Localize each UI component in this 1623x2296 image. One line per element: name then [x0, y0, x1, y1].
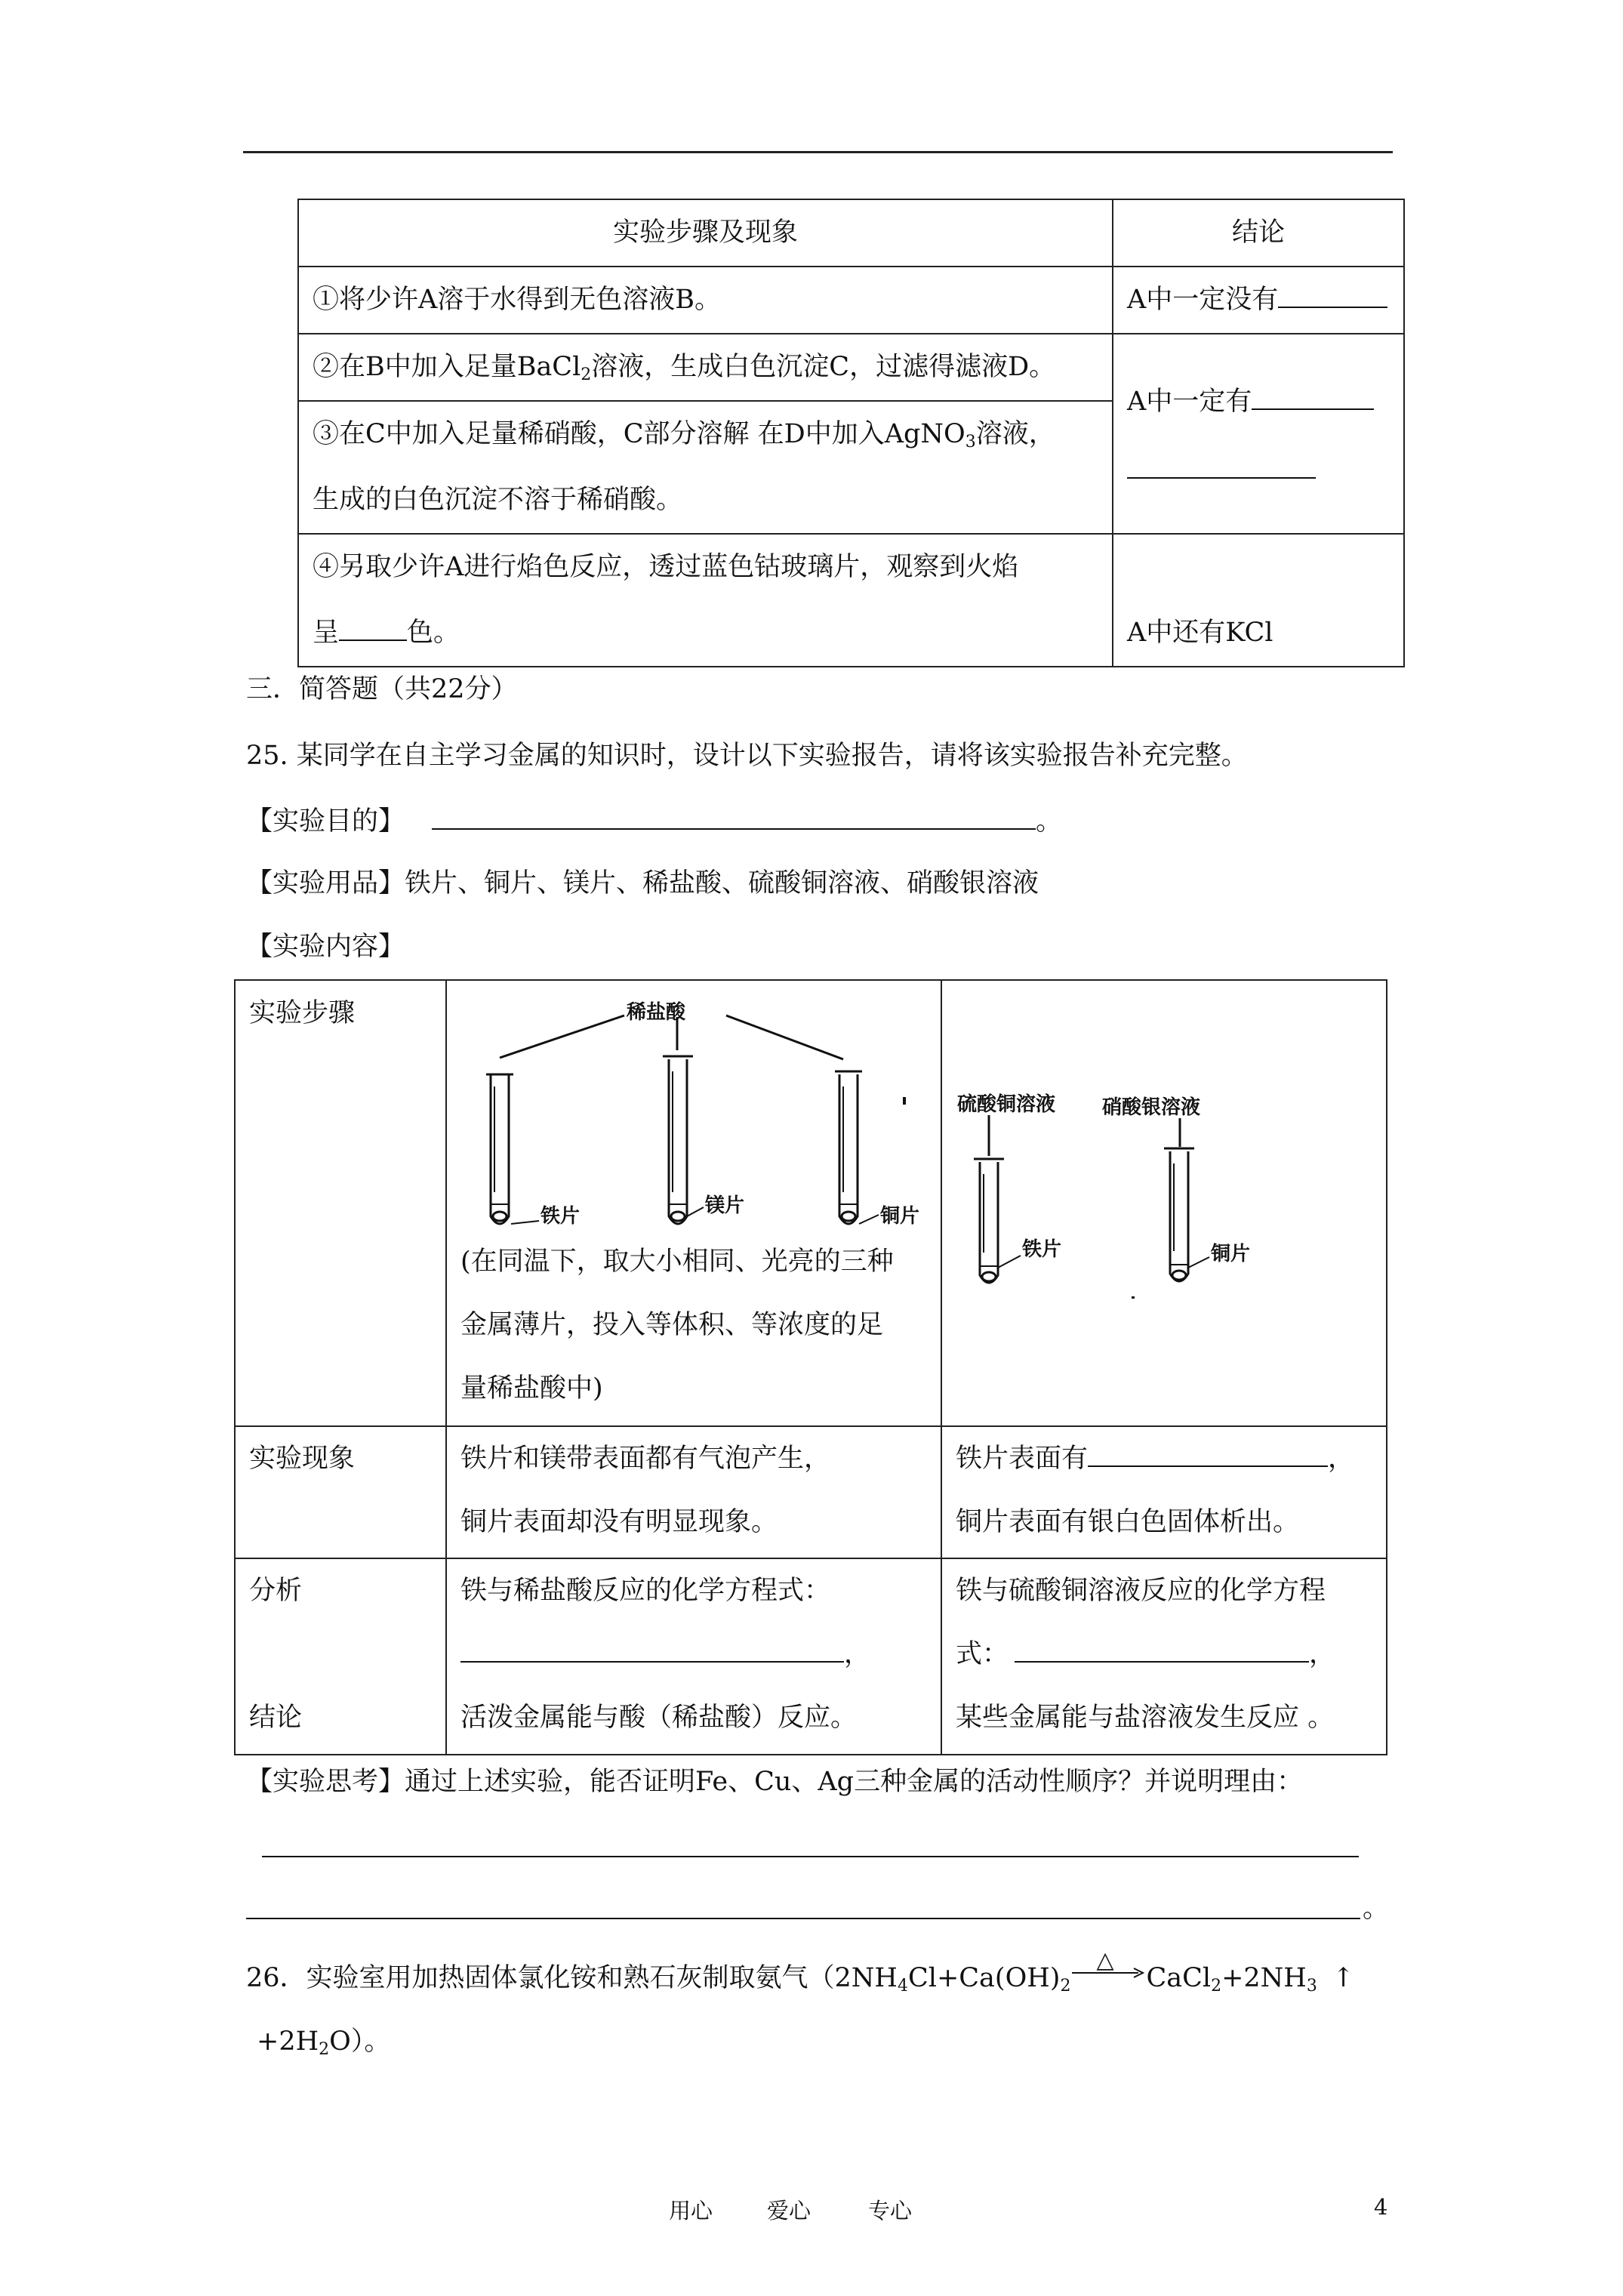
label-line	[998, 1256, 1021, 1268]
answer-blank	[1015, 1635, 1309, 1663]
metal-label-4: 铁片	[1022, 1238, 1062, 1261]
q26-stem-pre: 26．实验室用加热固体氯化铵和熟石灰制取氨气（2NH	[246, 1963, 898, 1993]
caption-line: (在同温下，取大小相同、光亮的三种	[460, 1247, 894, 1277]
table1-row4-conclusion: A中还有KCl	[1113, 534, 1404, 667]
header-rule	[243, 151, 1393, 153]
table1-row3-step-line2: 生成的白色沉淀不溶于稀硝酸。	[313, 485, 683, 515]
table2-conclusion-label: 结论	[249, 1703, 303, 1733]
gas-arrow: ↑	[1332, 1963, 1355, 1993]
table1-row3-step-pre: ③在C中加入足量稀硝酸，C部分溶解 在D中加入AgNO	[313, 419, 965, 449]
phenomena-right-post: ，	[1328, 1444, 1355, 1474]
table2-steps-diagram1-cell	[446, 980, 941, 1426]
subscript: 4	[897, 1977, 908, 1996]
answer-blank	[432, 803, 1036, 830]
solution-label-1: 硫酸铜溶液	[957, 1093, 1056, 1116]
table1-row3-step-post: 溶液，	[975, 419, 1055, 449]
answer-line	[262, 1856, 1359, 1857]
subscript: 3	[965, 433, 976, 451]
answer-blank	[1127, 451, 1316, 479]
q25-purpose	[246, 803, 1062, 838]
analysis-right-line1: 铁与硫酸铜溶液反应的化学方程	[956, 1576, 1326, 1606]
label-line	[859, 1215, 879, 1224]
subscript: 2	[1060, 1977, 1071, 1996]
q26-stem-mid3: +2NH	[1221, 1963, 1307, 1993]
experiment-table-2	[234, 979, 1387, 1755]
metal-label-2: 镁片	[705, 1194, 745, 1217]
answer-blank	[339, 614, 407, 641]
table1-row4-step-line2-post: 色。	[407, 618, 460, 648]
footer-left: 用心	[669, 2198, 713, 2224]
footer-middle: 爱心	[767, 2198, 812, 2224]
footer-right: 专心	[868, 2198, 913, 2224]
q25-stem: 25. 某同学在自主学习金属的知识时，设计以下实验报告，请将该实验报告补充完整。	[246, 741, 1248, 771]
answer-line	[246, 1918, 1360, 1919]
test-tube-2	[663, 1056, 693, 1224]
table2-analysis-label: 分析	[249, 1576, 303, 1606]
table2-phenomena-left	[446, 1426, 941, 1558]
heating-condition: △	[1096, 1947, 1114, 1974]
page-number: 4	[1374, 2194, 1388, 2220]
answer-blank	[460, 1635, 844, 1663]
answer-blank	[1278, 281, 1387, 308]
q25-reflection-end: 。	[1363, 1894, 1390, 1924]
phenomena-right-line2: 铜片表面有银白色固体析出。	[956, 1507, 1300, 1537]
table1-row23-conclusion-text: A中一定有	[1127, 387, 1252, 417]
arrow-icon	[1070, 1965, 1146, 1980]
answer-blank	[1088, 1440, 1328, 1467]
metal-label-5: 铜片	[1211, 1243, 1251, 1265]
label-line	[687, 1207, 704, 1216]
test-tube-1	[486, 1074, 513, 1224]
test-tube-4	[974, 1159, 1004, 1283]
table1-row2-step	[298, 334, 1113, 401]
acid-label: 稀盐酸	[627, 1001, 686, 1024]
table1-row2-step-post: 溶液，生成白色沉淀C，过滤得滤液D。	[591, 352, 1056, 382]
salt-solution-test-tubes-diagram	[942, 981, 1384, 1321]
solution-label-2: 硝酸银溶液	[1102, 1096, 1201, 1119]
label-line	[1188, 1257, 1209, 1268]
table2-analysis-right	[941, 1558, 1387, 1755]
section-title: 三．简答题（共22分）	[246, 674, 518, 704]
table1-header-steps: 实验步骤及现象	[298, 199, 1113, 267]
q26-stem-mid2: CaCl	[1146, 1963, 1212, 1993]
table1-row1-step: ①将少许A溶于水得到无色溶液B。	[298, 267, 1113, 334]
subscript: 2	[1211, 1977, 1222, 1996]
phenomena-line: 铁片和镁带表面都有气泡产生，	[460, 1444, 831, 1474]
table1-row4-step-line1: ④另取少许A进行焰色反应，透过蓝色钴玻璃片，观察到火焰	[313, 552, 1019, 582]
analysis-right-line2-post: ，	[1309, 1639, 1336, 1669]
reaction-arrow	[1070, 1947, 1146, 1986]
speck	[903, 1097, 906, 1105]
table1-row4-step	[298, 534, 1113, 667]
table1-row4-step-line2-pre: 呈	[313, 618, 340, 648]
q26-stem	[246, 1947, 1355, 1996]
label-line	[500, 1015, 624, 1058]
analysis-left-line3: 活泼金属能与酸（稀盐酸）反应。	[460, 1703, 858, 1733]
table2-phenomena-right	[941, 1426, 1387, 1558]
subscript: 3	[1306, 1977, 1317, 1996]
table1-row1-conclusion	[1113, 267, 1404, 334]
q25-purpose-end: 。	[1036, 806, 1063, 837]
table1-header-conclusion: 结论	[1113, 199, 1404, 267]
table2-steps-label: 实验步骤	[235, 980, 446, 1426]
q25-materials: 【实验用品】铁片、铜片、镁片、稀盐酸、硫酸铜溶液、硝酸银溶液	[246, 868, 1039, 898]
label-line	[511, 1221, 539, 1224]
q25-purpose-label: 【实验目的】	[246, 806, 405, 837]
acid-test-tubes-diagram	[447, 981, 939, 1237]
table1-row23-conclusion	[1113, 334, 1404, 534]
subscript: 2	[319, 2040, 330, 2059]
analysis-right-line2-pre: 式：	[956, 1639, 1009, 1669]
experiment-table-1	[297, 199, 1405, 667]
answer-blank	[1252, 383, 1374, 410]
q26-stem-mid1: Cl+Ca(OH)	[907, 1963, 1061, 1993]
table1-row1-conclusion-text: A中一定没有	[1127, 285, 1279, 315]
q25-content-label: 【实验内容】	[246, 932, 405, 962]
subscript: 2	[581, 365, 592, 384]
test-tube-3	[835, 1071, 862, 1224]
phenomena-line: 铜片表面却没有明显现象。	[460, 1507, 778, 1537]
q26-line2-post: O）。	[329, 2026, 391, 2057]
analysis-right-line3: 某些金属能与盐溶液发生反应 。	[956, 1703, 1335, 1733]
label-line	[726, 1015, 843, 1059]
test-tube-5	[1164, 1148, 1194, 1281]
q26-line2-pre: +2H	[257, 2026, 319, 2057]
analysis-left-blank-end: ，	[844, 1639, 871, 1669]
caption-line: 量稀盐酸中)	[460, 1373, 603, 1404]
speck	[1132, 1296, 1135, 1299]
table2-analysis-label-cell	[235, 1558, 446, 1755]
table2-phenomena-label: 实验现象	[235, 1426, 446, 1558]
q26-line2	[257, 2025, 390, 2058]
table2-analysis-left	[446, 1558, 941, 1755]
caption-line: 金属薄片，投入等体积、等浓度的足	[460, 1310, 884, 1340]
table1-row3-step	[298, 401, 1113, 534]
table1-row2-step-pre: ②在B中加入足量BaCl	[313, 352, 581, 382]
metal-label-3: 铜片	[880, 1205, 920, 1228]
phenomena-right-pre: 铁片表面有	[956, 1444, 1089, 1474]
analysis-left-line1: 铁与稀盐酸反应的化学方程式：	[460, 1576, 831, 1606]
table2-steps-diagram2-cell	[941, 980, 1387, 1426]
q25-reflection: 【实验思考】通过上述实验，能否证明Fe、Cu、Ag三种金属的活动性顺序？并说明理由：	[246, 1767, 1304, 1797]
metal-label-1: 铁片	[540, 1205, 581, 1228]
diagram1-caption	[447, 1230, 941, 1420]
